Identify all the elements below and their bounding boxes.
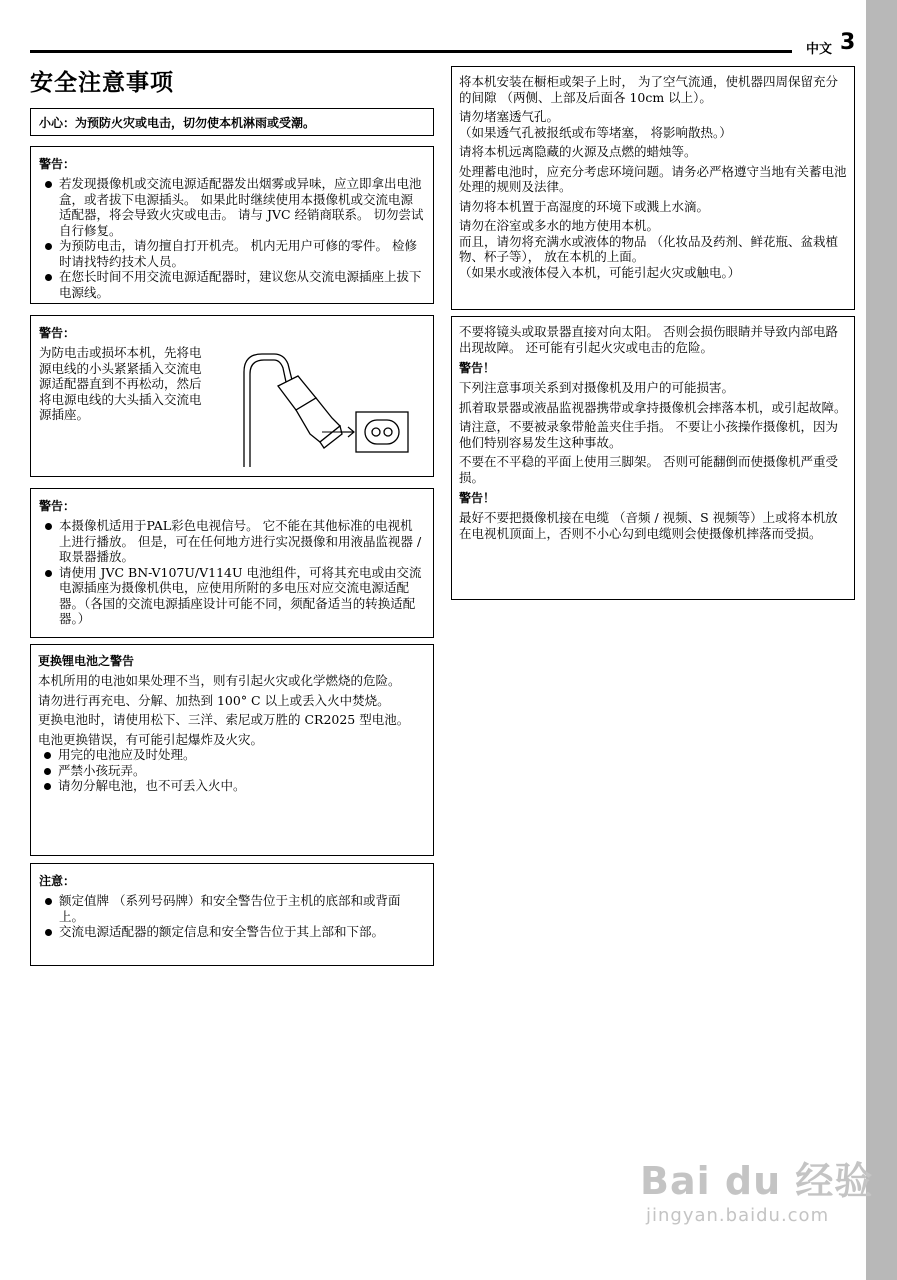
warning-box-smoke xyxy=(30,146,434,304)
paragraph: 本机所用的电池如果处理不当，则有引起火灾或化学燃烧的危险。 xyxy=(38,673,401,688)
list-item: 用完的电池应及时处理。 xyxy=(38,747,426,763)
paragraph: 最好不要把摄像机接在电缆 （音频 / 视频、S 视频等）上或将本机放在电视机顶面上，否则不小心勾到电缆则会使摄像机摔落而受损。 xyxy=(459,510,838,541)
list-item: 严禁小孩玩弄。 xyxy=(38,763,426,779)
header-rule xyxy=(30,50,792,53)
warning-list xyxy=(39,518,425,627)
page-number: 3 xyxy=(840,30,856,55)
warning-label: 警告： xyxy=(39,499,76,513)
paragraph: 处理蓄电池时，应充分考虑环境问题。请务必严格遵守当地有关蓄电池处理的规则及法律。 xyxy=(459,163,847,194)
handling-box xyxy=(451,316,855,600)
paragraph: 不要在不平稳的平面上使用三脚架。 否则可能翻倒而使摄像机严重受损。 xyxy=(459,454,838,485)
caution-box: 小心：为预防火灾或电击，切勿使本机淋雨或受潮。 xyxy=(30,108,434,136)
language-label: 中文 xyxy=(806,42,833,57)
warning-label: 警告！ xyxy=(459,361,496,375)
paragraph: 请注意，不要被录象带舱盖夹住手指。 不要让小孩操作摄像机，因为他们特别容易发生这种事故。 xyxy=(459,419,838,450)
installation-box xyxy=(451,66,855,310)
list-item: 为预防电击，请勿擅自打开机壳。 机内无用户可修的零件。 检修时请找特约技术人员。 xyxy=(39,238,425,269)
paragraph: 更换电池时，请使用松下、三洋、索尼或万胜的 CR2025 型电池。 xyxy=(38,712,410,727)
paragraph: 将本机安装在橱柜或架子上时， 为了空气流通，使机器四周保留充分的间隙 （两侧、上部及后面各 10cm 以上）。 xyxy=(459,74,838,105)
power-plug-illustration xyxy=(236,342,416,467)
warning-list xyxy=(39,176,425,300)
list-item: 交流电源适配器的额定信息和安全警告位于其上部和下部。 xyxy=(39,924,425,940)
warning-text: 为防电击或损坏本机，先将电源电线的小头紧紧插入交流电源适配器直到不再松动，然后将电源电线的大头插入交流电源插座。 xyxy=(39,345,202,422)
warning-label: 警告： xyxy=(39,157,76,171)
paragraph: 电池更换错误，有可能引起爆炸及火灾。 xyxy=(38,731,264,747)
battery-label: 更换锂电池之警告 xyxy=(38,654,135,668)
paragraph: 不要将镜头或取景器直接对向太阳。 否则会损伤眼睛并导致内部电路出现故障。 还可能有引起火灾或电击的危险。 xyxy=(459,324,838,355)
battery-list xyxy=(38,747,426,794)
paragraph: 请勿将本机置于高湿度的环境下或溅上水滴。 xyxy=(459,198,710,214)
battery-warning-box xyxy=(30,644,434,856)
notes-box xyxy=(30,863,434,966)
list-item: 若发现摄像机或交流电源适配器发出烟雾或异味，应立即拿出电池盒，或者拔下电源插头。 如果此时继续使用本摄像机或交流电源适配器，将会导致火灾或电击。 请与 JVC 经销商联系。 切勿尝试自行修复。 xyxy=(39,176,425,238)
notes-list xyxy=(39,893,425,940)
paragraph: 下列注意事项关系到对摄像机及用户的可能损害。 xyxy=(459,380,735,395)
watermark-logo: Bai du 经验 xyxy=(640,1159,874,1203)
list-item: 在您长时间不用交流电源适配器时，建议您从交流电源插座上拔下电源线。 xyxy=(39,269,425,300)
paragraph: 请将本机远离隐藏的火源及点燃的蜡烛等。 xyxy=(459,144,697,159)
warning-label: 警告！ xyxy=(459,491,496,505)
list-item: 请使用 JVC BN-V107U/V114U 电池组件，可将其充电或由交流电源插座为摄像机供电，应使用所附的多电压对应交流电源适配器。（各国的交流电源插座设计可能不同，须配备适当的转换适配器。） xyxy=(39,565,425,627)
side-strip xyxy=(866,0,897,1280)
warning-label: 警告： xyxy=(39,326,76,340)
paragraph: 抓着取景器或液晶监视器携带或拿持摄像机会摔落本机，或引起故障。 xyxy=(459,399,847,415)
warning-box-pal xyxy=(30,488,434,638)
paragraph: 请勿在浴室或多水的地方使用本机。 而且，请勿将充满水或液体的物品 （化妆品及药剂、鲜花瓶、盆栽植物、杯子等）， 放在本机的上面。 （如果水或液体侵入本机，可能引起火灾或触电。） xyxy=(459,218,838,280)
paragraph: 请勿进行再充电、分解、加热到 100° C 以上或丢入火中焚烧。 xyxy=(38,692,390,708)
list-item: 额定值牌 （系列号码牌）和安全警告位于主机的底部和或背面上。 xyxy=(39,893,425,924)
baidu-watermark xyxy=(640,1150,873,1226)
list-item: 请勿分解电池，也不可丢入火中。 xyxy=(38,778,426,794)
page-title: 安全注意事项 xyxy=(30,70,174,96)
list-item: 本摄像机适用于PAL彩色电视信号。 它不能在其他标准的电视机上进行播放。 但是，可在任何地方进行实况摄像和用液晶监视器 / 取景器播放。 xyxy=(39,518,425,565)
paragraph: 请勿堵塞透气孔。 （如果透气孔被报纸或布等堵塞， 将影响散热。） xyxy=(459,109,732,140)
notes-label: 注意： xyxy=(39,874,76,888)
watermark-url: jingyan.baidu.com xyxy=(646,1205,830,1226)
